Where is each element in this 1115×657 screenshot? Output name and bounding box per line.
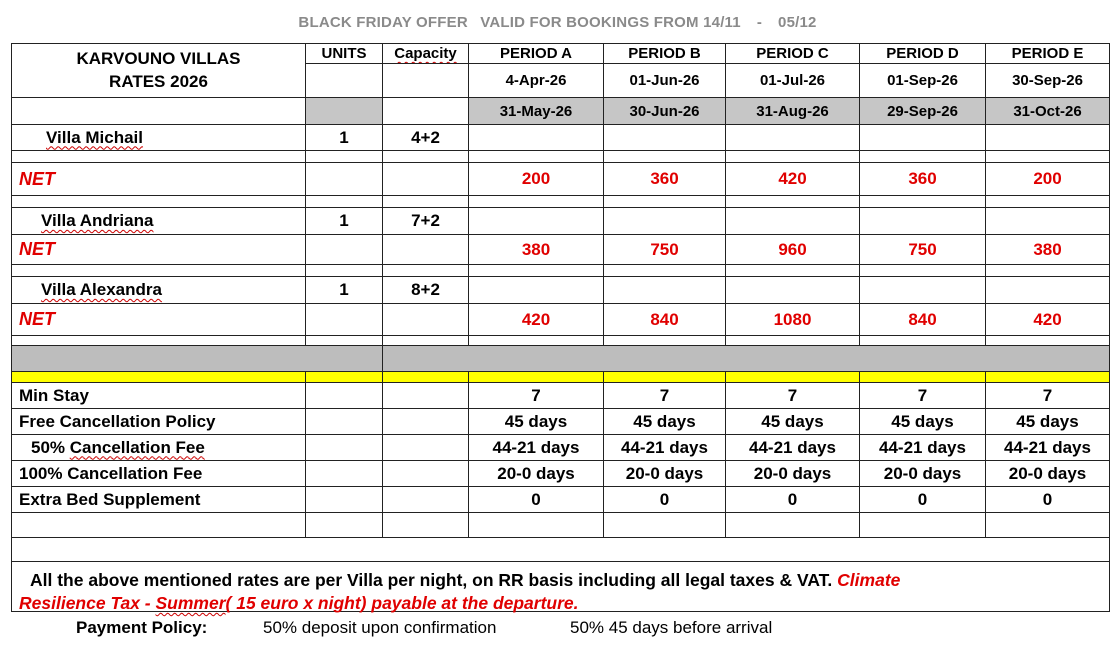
period-d-from: 01-Sep-26 — [860, 64, 986, 98]
cancellation-50-b: 44-21 days — [604, 435, 726, 461]
offer-date-separator: - — [756, 14, 763, 31]
free-cancellation-c: 45 days — [726, 409, 860, 435]
villa-michail-name: Villa Michail — [12, 125, 306, 151]
extra-bed-d: 0 — [860, 487, 986, 513]
table-title — [12, 44, 306, 98]
offer-header — [0, 14, 1115, 31]
capacity-blank — [383, 64, 469, 98]
villa-andriana-name: Villa Andriana — [12, 208, 306, 235]
cancellation-100-a: 20-0 days — [469, 461, 604, 487]
min-stay-d: 7 — [860, 383, 986, 409]
villa-alexandra-capacity: 8+2 — [383, 277, 469, 304]
villa-alexandra-units: 1 — [306, 277, 383, 304]
payment-policy-label: Payment Policy: — [76, 618, 208, 637]
capacity-header: Capacity — [383, 44, 469, 64]
villa-andriana-units: 1 — [306, 208, 383, 235]
cancellation-100-e: 20-0 days — [986, 461, 1110, 487]
period-e-header: PERIOD E — [986, 44, 1110, 64]
villa-alexandra-net-d: 840 — [860, 304, 986, 336]
offer-validity: VALID FOR BOOKINGS FROM — [480, 14, 699, 31]
period-b-header: PERIOD B — [604, 44, 726, 64]
villa-alexandra-net-label: NET — [12, 304, 306, 336]
cancellation-100-label: 100% Cancellation Fee — [12, 461, 306, 487]
villa-andriana-net-e: 380 — [986, 235, 1110, 265]
period-a-to: 31-May-26 — [469, 98, 604, 125]
villa-michail-net-label: NET — [12, 163, 306, 196]
offer-to-date: 05/12 — [778, 14, 817, 31]
offer-title: BLACK FRIDAY OFFER — [298, 14, 468, 31]
period-c-to: 31-Aug-26 — [726, 98, 860, 125]
capacity-gray-blank — [383, 98, 469, 125]
villa-alexandra-net-c: 1080 — [726, 304, 860, 336]
period-e-to: 31-Oct-26 — [986, 98, 1110, 125]
title-blank — [12, 98, 306, 125]
period-c-from: 01-Jul-26 — [726, 64, 860, 98]
villa-andriana-capacity: 7+2 — [383, 208, 469, 235]
extra-bed-c: 0 — [726, 487, 860, 513]
cancellation-100-d: 20-0 days — [860, 461, 986, 487]
period-e-from: 30-Sep-26 — [986, 64, 1110, 98]
villa-alexandra-net-e: 420 — [986, 304, 1110, 336]
free-cancellation-d: 45 days — [860, 409, 986, 435]
cancellation-50-d: 44-21 days — [860, 435, 986, 461]
period-a-header: PERIOD A — [469, 44, 604, 64]
period-a-from: 4-Apr-26 — [469, 64, 604, 98]
villa-michail-capacity: 4+2 — [383, 125, 469, 151]
gray-band-left — [12, 346, 383, 372]
extra-bed-b: 0 — [604, 487, 726, 513]
min-stay-c: 7 — [726, 383, 860, 409]
cancellation-50-label: 50% Cancellation Fee — [12, 435, 306, 461]
period-c-header: PERIOD C — [726, 44, 860, 64]
payment-policy — [76, 618, 773, 638]
cancellation-50-a: 44-21 days — [469, 435, 604, 461]
cancellation-100-c: 20-0 days — [726, 461, 860, 487]
extra-bed-e: 0 — [986, 487, 1110, 513]
offer-from-date: 14/11 — [703, 14, 741, 31]
cancellation-100-b: 20-0 days — [604, 461, 726, 487]
cancellation-50-e: 44-21 days — [986, 435, 1110, 461]
gray-band-right — [383, 346, 1110, 372]
period-b-to: 30-Jun-26 — [604, 98, 726, 125]
units-header: UNITS — [306, 44, 383, 64]
villa-andriana-net-label: NET — [12, 235, 306, 265]
period-d-header: PERIOD D — [860, 44, 986, 64]
cancellation-50-c: 44-21 days — [726, 435, 860, 461]
villa-michail-net-e: 200 — [986, 163, 1110, 196]
climate-tax-label: Climate — [837, 570, 901, 590]
rates-notice-text: All the above mentioned rates are per Villa per night, on RR basis including all legal taxes & VAT. — [30, 570, 833, 590]
payment-term-balance: 50% 45 days before arrival — [570, 618, 773, 637]
table-title-line2: RATES 2026 — [109, 72, 208, 91]
min-stay-label: Min Stay — [12, 383, 306, 409]
villa-andriana-net-b: 750 — [604, 235, 726, 265]
units-gray — [306, 98, 383, 125]
extra-bed-label: Extra Bed Supplement — [12, 487, 306, 513]
period-b-from: 01-Jun-26 — [604, 64, 726, 98]
villa-michail-net-b: 360 — [604, 163, 726, 196]
climate-tax-text-a: Resilience Tax - — [19, 593, 156, 613]
villa-alexandra-net-a: 420 — [469, 304, 604, 336]
villa-andriana-net-d: 750 — [860, 235, 986, 265]
min-stay-b: 7 — [604, 383, 726, 409]
extra-bed-a: 0 — [469, 487, 604, 513]
units-blank — [306, 64, 383, 98]
free-cancellation-b: 45 days — [604, 409, 726, 435]
period-d-to: 29-Sep-26 — [860, 98, 986, 125]
free-cancellation-e: 45 days — [986, 409, 1110, 435]
climate-tax-season: Summer — [155, 593, 226, 613]
villa-andriana-net-a: 380 — [469, 235, 604, 265]
villa-alexandra-net-b: 840 — [604, 304, 726, 336]
payment-term-deposit: 50% deposit upon confirmation — [263, 618, 497, 637]
min-stay-a: 7 — [469, 383, 604, 409]
villa-michail-units: 1 — [306, 125, 383, 151]
villa-andriana-net-c: 960 — [726, 235, 860, 265]
spacer-row — [12, 538, 1110, 562]
climate-tax-text-b: ( 15 euro x night) payable at the departure. — [225, 593, 579, 613]
villa-michail-net-c: 420 — [726, 163, 860, 196]
rates-notice — [19, 569, 1099, 615]
free-cancellation-a: 45 days — [469, 409, 604, 435]
rates-table — [11, 43, 1110, 612]
villa-alexandra-name: Villa Alexandra — [12, 277, 306, 304]
villa-michail-net-d: 360 — [860, 163, 986, 196]
free-cancellation-label: Free Cancellation Policy — [12, 409, 306, 435]
table-title-line1: KARVOUNO VILLAS — [76, 49, 241, 68]
villa-michail-net-a: 200 — [469, 163, 604, 196]
min-stay-e: 7 — [986, 383, 1110, 409]
